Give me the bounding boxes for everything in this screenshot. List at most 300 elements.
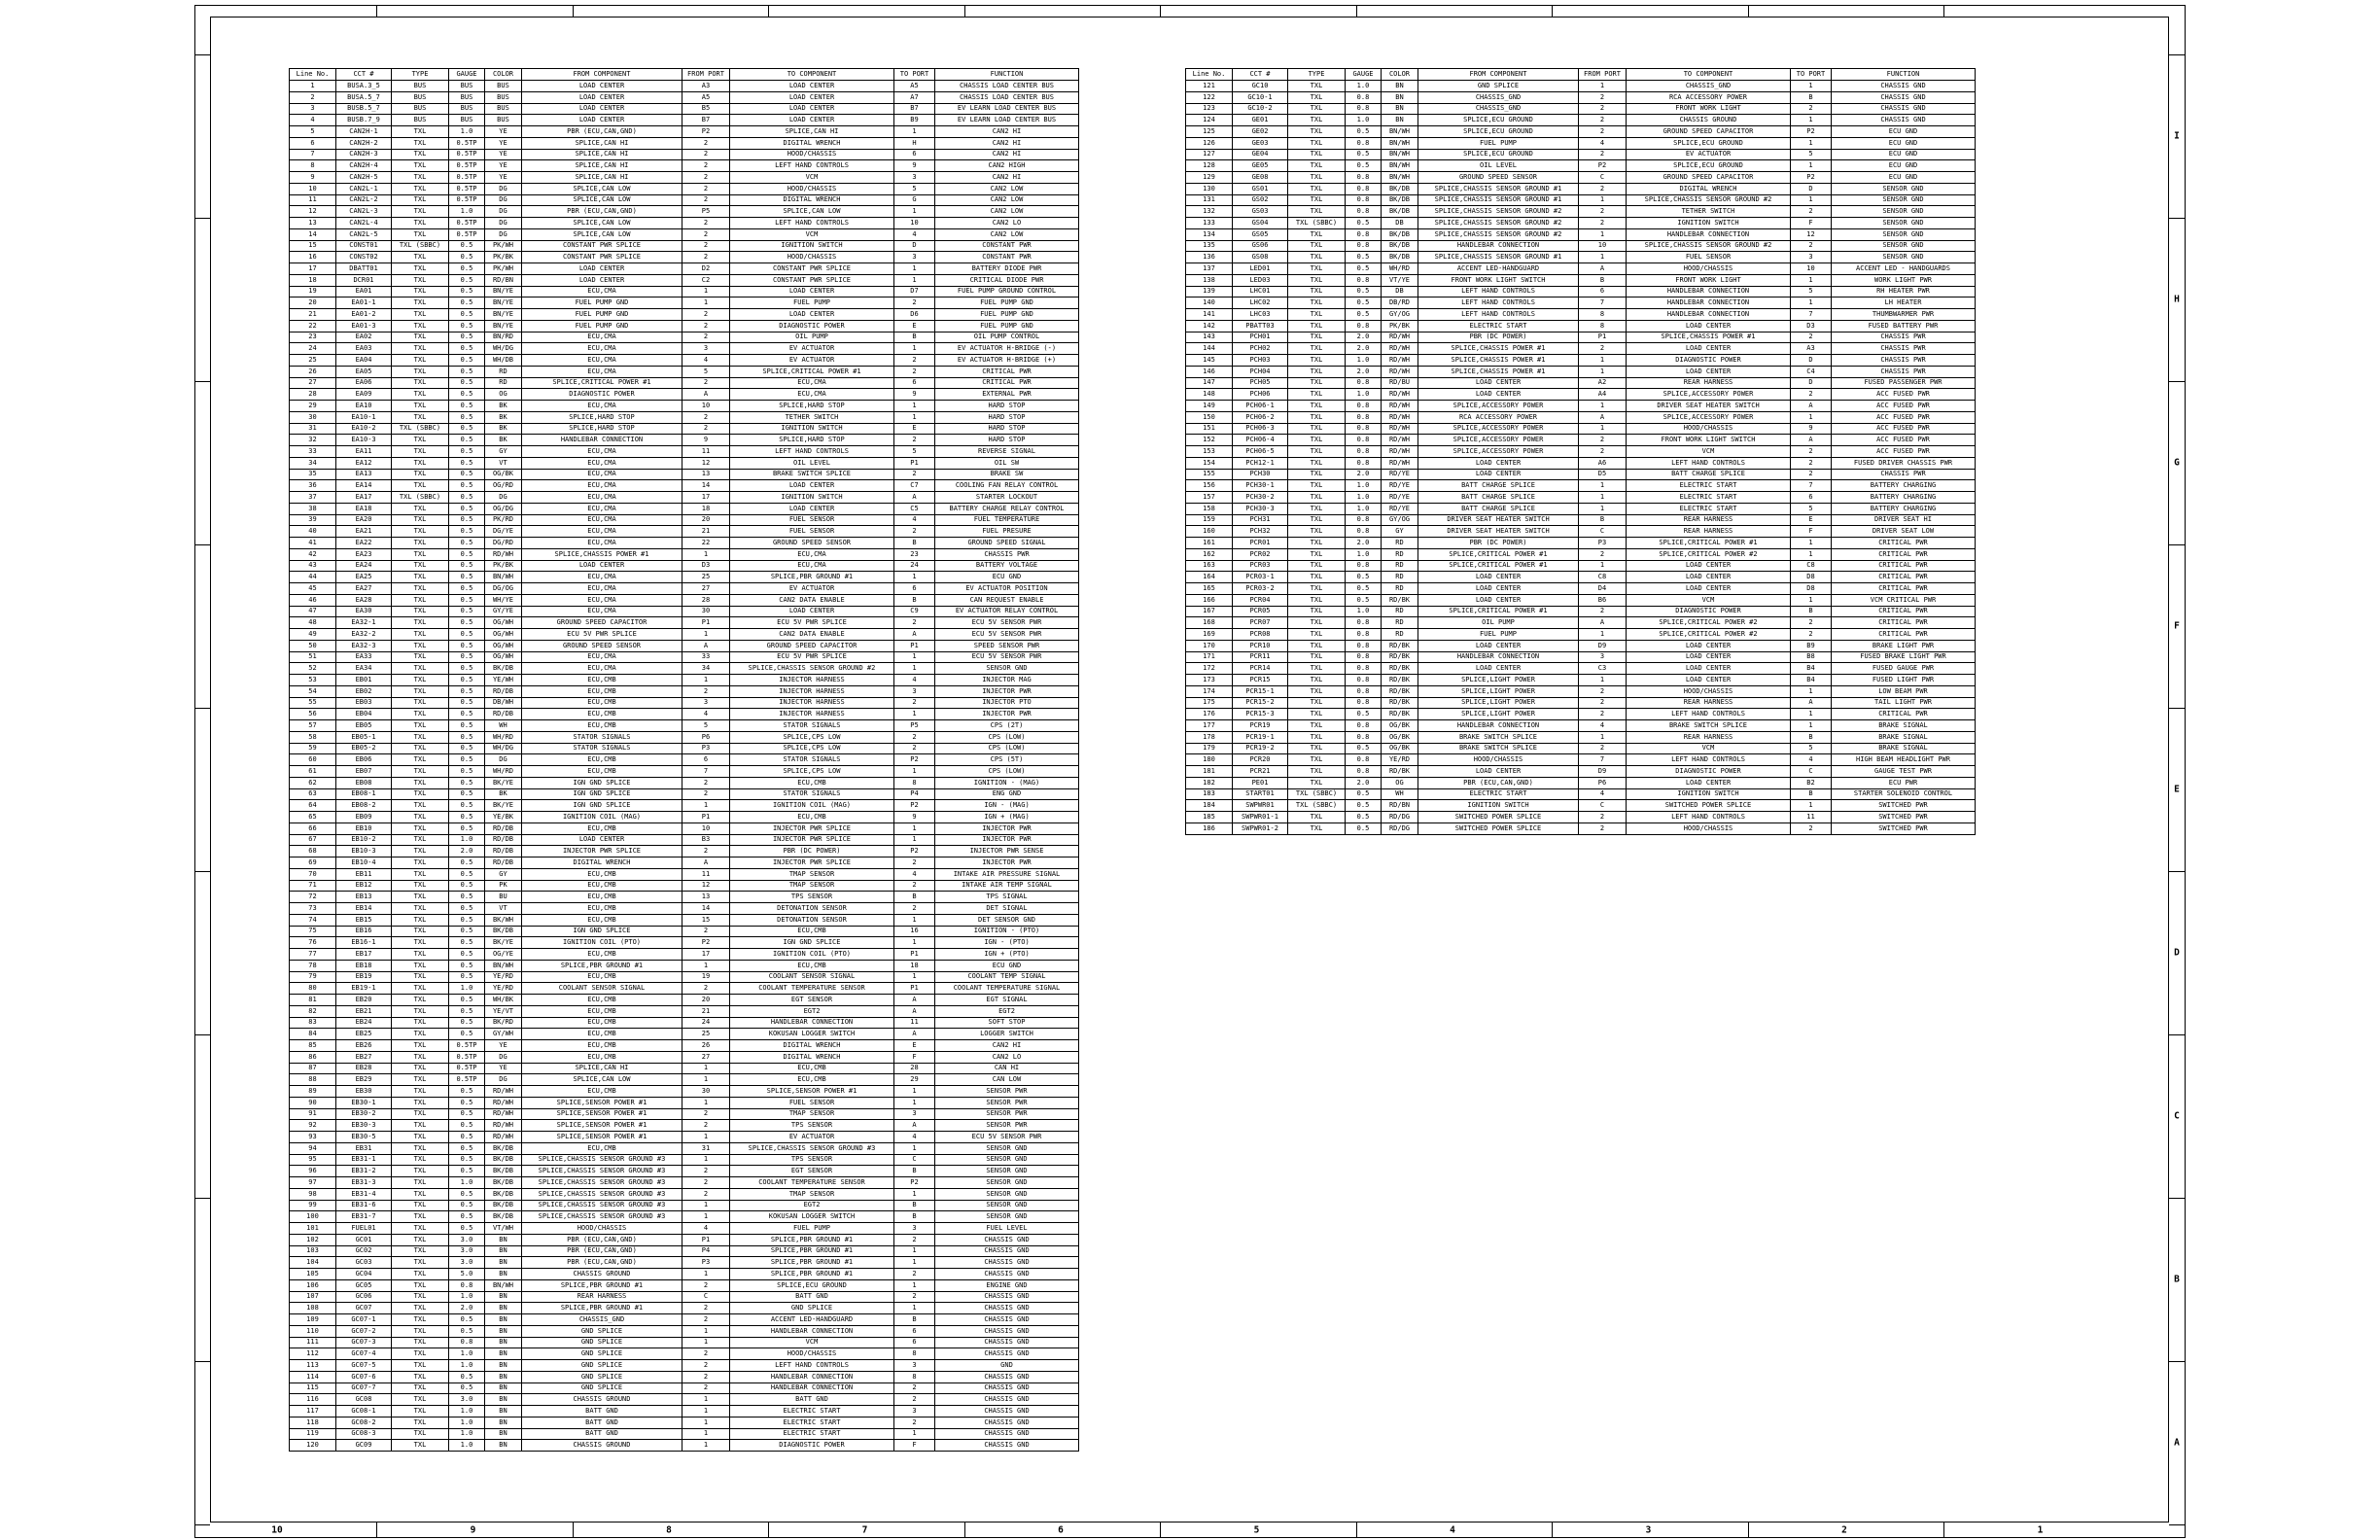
cell: CAN2 LOW — [935, 228, 1079, 240]
cell: VT — [485, 903, 522, 915]
cell: FUEL PUMP GND — [935, 309, 1079, 321]
cell: 0.5 — [449, 720, 485, 732]
cell: ECU,CMB — [522, 675, 682, 686]
cell: WH/RD — [485, 731, 522, 743]
cell: SPLICE,ACCESSORY POWER — [1418, 435, 1579, 446]
zone-letter: I — [2174, 130, 2180, 142]
table-row — [1186, 777, 1976, 788]
cell: 18 — [894, 960, 935, 971]
cell: 10 — [1579, 240, 1627, 252]
cell: ECU,CMA — [730, 377, 894, 389]
cell: STATOR SIGNALS — [522, 743, 682, 754]
cell: TXL — [1288, 606, 1346, 617]
cell: SPLICE,HARD STOP — [730, 435, 894, 446]
cell: GND SPLICE — [522, 1382, 682, 1394]
cell: 0.5TP — [449, 1063, 485, 1074]
table-row — [290, 903, 1079, 915]
cell: EA10-3 — [336, 435, 392, 446]
cell: 0.5 — [449, 1154, 485, 1166]
cell: 125 — [1186, 126, 1233, 138]
cell: ELECTRIC START — [730, 1417, 894, 1428]
table-row — [290, 1211, 1079, 1223]
cell: 0.5 — [449, 1371, 485, 1382]
cell: 31 — [682, 1142, 730, 1154]
cell: SPLICE,CRITICAL POWER #1 — [1627, 538, 1791, 549]
cell: 1 — [894, 766, 935, 778]
cell: 0.5 — [449, 960, 485, 971]
table-row — [290, 343, 1079, 355]
cell: 0.5 — [1346, 572, 1382, 583]
cell: SENSOR GND — [935, 1142, 1079, 1154]
cell: TXL — [392, 149, 449, 160]
cell: TXL — [392, 206, 449, 218]
cell: GS05 — [1233, 228, 1288, 240]
cell: 1.0 — [1346, 81, 1382, 92]
cell: BRAKE SIGNAL — [1832, 743, 1976, 754]
cell: SPLICE,CRITICAL POWER #2 — [1627, 617, 1791, 629]
cell: PCH06 — [1233, 389, 1288, 401]
cell: 134 — [1186, 228, 1233, 240]
cell: EA34 — [336, 663, 392, 675]
table-row — [290, 503, 1079, 514]
cell: BK/DB — [485, 1142, 522, 1154]
cell: TXL — [392, 1211, 449, 1223]
cell: 1 — [1791, 594, 1832, 606]
cell: ECU,CMB — [522, 709, 682, 720]
cell: 0.5 — [1346, 252, 1382, 263]
cell: 80 — [290, 983, 336, 995]
cell: 0.5 — [449, 332, 485, 343]
cell: VT/WH — [485, 1223, 522, 1235]
table-row — [290, 1154, 1079, 1166]
cell: 0.5 — [1346, 298, 1382, 309]
cell: 132 — [1186, 206, 1233, 218]
cell: SPLICE,CHASSIS SENSOR GROUND #3 — [522, 1200, 682, 1211]
cell: 4 — [894, 1132, 935, 1143]
cell: VCM CRITICAL PWR — [1832, 594, 1976, 606]
cell: 0.5 — [1346, 709, 1382, 720]
cell: ECU,CMB — [522, 868, 682, 880]
cell: PE01 — [1233, 777, 1288, 788]
table-row — [290, 240, 1079, 252]
cell: RD/WH — [485, 1108, 522, 1120]
cell: FUEL SENSOR — [1627, 252, 1791, 263]
cell: 0.5 — [1346, 286, 1382, 298]
cell: GROUND SPEED SIGNAL — [935, 538, 1079, 549]
cell: TXL — [392, 651, 449, 663]
cell: 26 — [290, 366, 336, 377]
cell: SOFT STOP — [935, 1017, 1079, 1029]
cell: RD/DB — [485, 858, 522, 869]
cell: IGNITION COIL (PTO) — [730, 949, 894, 961]
cell: YE/RD — [1382, 754, 1418, 766]
cell: 2 — [682, 228, 730, 240]
cell: SPLICE,CRITICAL POWER #1 — [730, 366, 894, 377]
cell: SENSOR GND — [1832, 252, 1976, 263]
cell: CHASSIS GND — [935, 1245, 1079, 1257]
cell: CAN2 LO — [935, 1051, 1079, 1063]
cell: FUEL SENSOR — [730, 526, 894, 538]
cell: GND SPLICE — [730, 1303, 894, 1314]
cell: ECU 5V PWR SPLICE — [522, 629, 682, 641]
cell: ECU,CMB — [522, 971, 682, 983]
cell: SPLICE,LIGHT POWER — [1418, 685, 1579, 697]
table-row — [1186, 675, 1976, 686]
cell: TMAP SENSOR — [730, 1108, 894, 1120]
cell: BK/DB — [1382, 183, 1418, 194]
cell: 121 — [1186, 81, 1233, 92]
cell: EB19-1 — [336, 983, 392, 995]
cell: 1 — [682, 1074, 730, 1086]
cell: SENSOR GND — [935, 1166, 1079, 1177]
cell: ECU,CMB — [522, 766, 682, 778]
table-row — [290, 206, 1079, 218]
cell: 107 — [290, 1291, 336, 1303]
cell: CRITICAL PWR — [1832, 538, 1976, 549]
cell: CHASSIS GROUND — [522, 1394, 682, 1406]
cell: 1 — [894, 834, 935, 846]
cell: RD/WH — [485, 1086, 522, 1098]
cell: 2 — [894, 697, 935, 709]
cell: TPS SIGNAL — [935, 892, 1079, 903]
cell: BK/DB — [485, 1200, 522, 1211]
cell: P6 — [1579, 777, 1627, 788]
cell: DG — [485, 194, 522, 206]
cell: ECU,CMA — [730, 548, 894, 560]
cell: BN — [485, 1257, 522, 1269]
cell: 49 — [290, 629, 336, 641]
cell: 0.5 — [1346, 800, 1382, 812]
cell: TXL — [1288, 401, 1346, 412]
table-row — [1186, 492, 1976, 504]
cell: LOAD CENTER — [1418, 389, 1579, 401]
table-row — [290, 149, 1079, 160]
cell: CRITICAL PWR — [1832, 560, 1976, 572]
cell: DETONATION SENSOR — [730, 914, 894, 926]
cell: SPLICE,PBR GROUND #1 — [522, 1303, 682, 1314]
cell: TXL — [392, 389, 449, 401]
cell: TPS SENSOR — [730, 1154, 894, 1166]
cell: EB14 — [336, 903, 392, 915]
cell: TETHER SWITCH — [1627, 206, 1791, 218]
cell: C8 — [1579, 572, 1627, 583]
cell: 10 — [682, 401, 730, 412]
cell: TXL — [1288, 526, 1346, 538]
cell: 0.5 — [1346, 594, 1382, 606]
table-row — [290, 1382, 1079, 1394]
cell: RD/BK — [1382, 685, 1418, 697]
cell: TXL — [392, 822, 449, 834]
cell: HANDLEBAR CONNECTION — [1627, 298, 1791, 309]
cell: 1.0 — [1346, 492, 1382, 504]
cell: FUSED BRAKE LIGHT PWR — [1832, 651, 1976, 663]
cell: 1 — [682, 548, 730, 560]
cell: ECU,CMA — [522, 572, 682, 583]
table-row — [290, 286, 1079, 298]
cell: SPLICE,CHASSIS SENSOR GROUND #2 — [1418, 228, 1579, 240]
cell: 128 — [1186, 160, 1233, 172]
cell: 141 — [1186, 309, 1233, 321]
table-row — [1186, 423, 1976, 435]
cell: TXL — [392, 834, 449, 846]
cell: 1 — [894, 206, 935, 218]
cell: SPLICE,ECU GROUND — [1627, 160, 1791, 172]
cell: 0.5 — [449, 743, 485, 754]
cell: 0.5 — [449, 401, 485, 412]
cell: 0.5 — [449, 903, 485, 915]
cell: DIAGNOSTIC POWER — [730, 320, 894, 332]
cell: 10 — [1791, 263, 1832, 275]
zone-divider-tick — [964, 5, 965, 17]
zone-number: 3 — [1645, 1524, 1652, 1536]
cell: SPLICE,ECU GROUND — [1418, 115, 1579, 126]
cell: BN — [485, 1428, 522, 1440]
table-row — [1186, 377, 1976, 389]
cell: 2 — [1579, 548, 1627, 560]
cell: FUEL LEVEL — [935, 1223, 1079, 1235]
cell: TXL — [392, 663, 449, 675]
zone-letter: A — [2174, 1437, 2180, 1449]
cell: BRAKE LIGHT PWR — [1832, 640, 1976, 651]
table-row — [290, 115, 1079, 126]
cell: GC08-2 — [336, 1417, 392, 1428]
cell: EB27 — [336, 1051, 392, 1063]
cell: 103 — [290, 1245, 336, 1257]
cell: CAN2 HI — [935, 172, 1079, 184]
cell: 0.5 — [449, 1200, 485, 1211]
cell: DRIVER SEAT HEATER SWITCH — [1418, 514, 1579, 526]
cell: C8 — [1791, 560, 1832, 572]
cell: 0.8 — [1346, 685, 1382, 697]
table-row — [290, 937, 1079, 949]
cell: HOOD/CHASSIS — [1627, 822, 1791, 834]
cell: FUSED BATTERY PWR — [1832, 320, 1976, 332]
cell: LOAD CENTER — [1418, 469, 1579, 480]
cell: 2 — [682, 160, 730, 172]
cell: EB31-1 — [336, 1154, 392, 1166]
cell: 2 — [682, 137, 730, 149]
cell: CHASSIS GND — [935, 1291, 1079, 1303]
zone-divider-tick — [1943, 1522, 1944, 1538]
column-header: GAUGE — [1346, 69, 1382, 81]
cell: B2 — [1791, 777, 1832, 788]
table-row — [290, 218, 1079, 229]
cell: DB/WH — [485, 697, 522, 709]
cell: LOAD CENTER — [1627, 651, 1791, 663]
cell: BRAKE SIGNAL — [1832, 731, 1976, 743]
cell: 0.5 — [449, 423, 485, 435]
table-row — [290, 1394, 1079, 1406]
cell: 72 — [290, 892, 336, 903]
cell: 0.5 — [449, 1108, 485, 1120]
cell: 43 — [290, 560, 336, 572]
cell: CAN2L-4 — [336, 218, 392, 229]
cell: CAN2H-2 — [336, 137, 392, 149]
cell: EGT2 — [730, 1005, 894, 1017]
cell: TXL — [1288, 411, 1346, 423]
cell: HANDLEBAR CONNECTION — [730, 1017, 894, 1029]
cell: 0.5 — [449, 263, 485, 275]
cell: IGNITION SWITCH — [1627, 218, 1791, 229]
cell: REAR HARNESS — [522, 1291, 682, 1303]
cell: BRAKE SW — [935, 469, 1079, 480]
cell: 1 — [682, 1269, 730, 1280]
cell: EA05 — [336, 366, 392, 377]
cell: HANDLEBAR CONNECTION — [730, 1382, 894, 1394]
cell: DG — [485, 1051, 522, 1063]
cell: 67 — [290, 834, 336, 846]
cell: F — [894, 1051, 935, 1063]
cell: 157 — [1186, 492, 1233, 504]
cell: GE02 — [1233, 126, 1288, 138]
cell: CHASSIS PWR — [1832, 332, 1976, 343]
cell: ACC FUSED PWR — [1832, 423, 1976, 435]
cell: D9 — [1579, 766, 1627, 778]
cell: TXL — [392, 1017, 449, 1029]
cell: 0.5 — [449, 995, 485, 1006]
cell: 2 — [682, 1348, 730, 1360]
cell: TXL — [1288, 172, 1346, 184]
cell: EA11 — [336, 446, 392, 458]
cell: TXL — [1288, 594, 1346, 606]
cell: BATT CHARGE SPLICE — [1627, 469, 1791, 480]
zone-number: 7 — [861, 1524, 868, 1536]
cell: TXL — [1288, 675, 1346, 686]
cell: 8 — [1579, 309, 1627, 321]
cell: 0.8 — [1346, 320, 1382, 332]
cell: TXL — [1288, 240, 1346, 252]
cell: 1 — [1791, 194, 1832, 206]
cell: 0.8 — [1346, 754, 1382, 766]
cell: SPLICE,SENSOR POWER #1 — [522, 1120, 682, 1132]
cell: TXL — [392, 572, 449, 583]
cell: GY — [1382, 526, 1418, 538]
cell: 29 — [894, 1074, 935, 1086]
cell: BN — [485, 1417, 522, 1428]
table-row — [1186, 81, 1976, 92]
cell: BRAKE SWITCH SPLICE — [1418, 731, 1579, 743]
cell: EA17 — [336, 492, 392, 504]
table-row — [1186, 812, 1976, 823]
cell: 3 — [894, 1223, 935, 1235]
cell: E — [894, 423, 935, 435]
cell: TXL — [392, 435, 449, 446]
cell: HARD STOP — [935, 411, 1079, 423]
cell: BN — [1382, 115, 1418, 126]
cell: PBR (DC POWER) — [1418, 332, 1579, 343]
cell: SPLICE,SENSOR POWER #1 — [730, 1086, 894, 1098]
cell: 1.0 — [449, 1360, 485, 1372]
cell: 1 — [894, 1279, 935, 1291]
cell: BUSB.5_7 — [336, 103, 392, 115]
cell: TXL — [392, 1314, 449, 1326]
zone-letter: H — [2174, 294, 2180, 305]
cell: CONSTANT PWR SPLICE — [730, 263, 894, 275]
cell: EA01 — [336, 286, 392, 298]
cell: EB02 — [336, 685, 392, 697]
cell: FUSED GAUGE PWR — [1832, 663, 1976, 675]
table-row — [1186, 228, 1976, 240]
cell: 2.0 — [449, 1303, 485, 1314]
cell: 1.0 — [1346, 480, 1382, 492]
cell: 1 — [894, 343, 935, 355]
cell: COOLANT TEMPERATURE SIGNAL — [935, 983, 1079, 995]
cell: 1 — [1579, 81, 1627, 92]
table-row — [1186, 206, 1976, 218]
cell: VCM — [730, 1337, 894, 1348]
cell: DG — [485, 183, 522, 194]
table-row — [290, 389, 1079, 401]
cell: 0.8 — [1346, 663, 1382, 675]
cell: ECU,CMB — [730, 1074, 894, 1086]
cell: 2.0 — [1346, 366, 1382, 377]
cell: ECU,CMB — [522, 1051, 682, 1063]
cell: 4 — [894, 514, 935, 526]
table-row — [290, 822, 1079, 834]
cell: BUSB.7_9 — [336, 115, 392, 126]
cell: TXL — [392, 137, 449, 149]
cell: 166 — [1186, 594, 1233, 606]
cell: SPLICE,CHASSIS SENSOR GROUND #3 — [522, 1188, 682, 1200]
cell: PBR (ECU,CAN,GND) — [522, 1234, 682, 1245]
table-row — [290, 583, 1079, 595]
cell: 37 — [290, 492, 336, 504]
cell: 0.5 — [449, 1005, 485, 1017]
cell: 0.5 — [449, 286, 485, 298]
table-row — [1186, 526, 1976, 538]
cell: LEFT HAND CONTROLS — [1418, 286, 1579, 298]
cell: TETHER SWITCH — [730, 411, 894, 423]
table-row — [290, 1291, 1079, 1303]
cell: GC07-6 — [336, 1371, 392, 1382]
cell: BN — [485, 1245, 522, 1257]
cell: 2 — [1579, 218, 1627, 229]
cell: SPLICE,PBR GROUND #1 — [730, 1245, 894, 1257]
column-header: FUNCTION — [935, 69, 1079, 81]
cell: FUEL TEMPERATURE — [935, 514, 1079, 526]
cell: B5 — [682, 103, 730, 115]
cell: 0.8 — [1346, 103, 1382, 115]
cell: CHASSIS GND — [935, 1337, 1079, 1348]
cell: HOOD/CHASSIS — [1627, 263, 1791, 275]
cell: 0.5 — [449, 949, 485, 961]
cell: P1 — [894, 457, 935, 469]
table-row — [290, 446, 1079, 458]
cell: IGN - (MAG) — [935, 800, 1079, 812]
cell: PCR15 — [1233, 675, 1288, 686]
cell: EB12 — [336, 880, 392, 892]
table-row — [1186, 709, 1976, 720]
cell: TXL — [392, 514, 449, 526]
cell: A — [894, 492, 935, 504]
cell: ECU,CMA — [522, 651, 682, 663]
cell: BUS — [485, 115, 522, 126]
cell: 0.8 — [1346, 172, 1382, 184]
table-row — [290, 1120, 1079, 1132]
cell: TXL — [1288, 560, 1346, 572]
cell: 7 — [1579, 754, 1627, 766]
zone-letter: F — [2174, 620, 2180, 632]
cell: 2 — [682, 252, 730, 263]
cell: GE04 — [1233, 149, 1288, 160]
cell: 122 — [1186, 91, 1233, 103]
table-row — [290, 892, 1079, 903]
cell: 0.8 — [449, 1337, 485, 1348]
cell: SPLICE,ACCESSORY POWER — [1418, 423, 1579, 435]
cell: SENSOR PWR — [935, 1120, 1079, 1132]
cell: SENSOR GND — [1832, 240, 1976, 252]
cell: D5 — [1579, 469, 1627, 480]
